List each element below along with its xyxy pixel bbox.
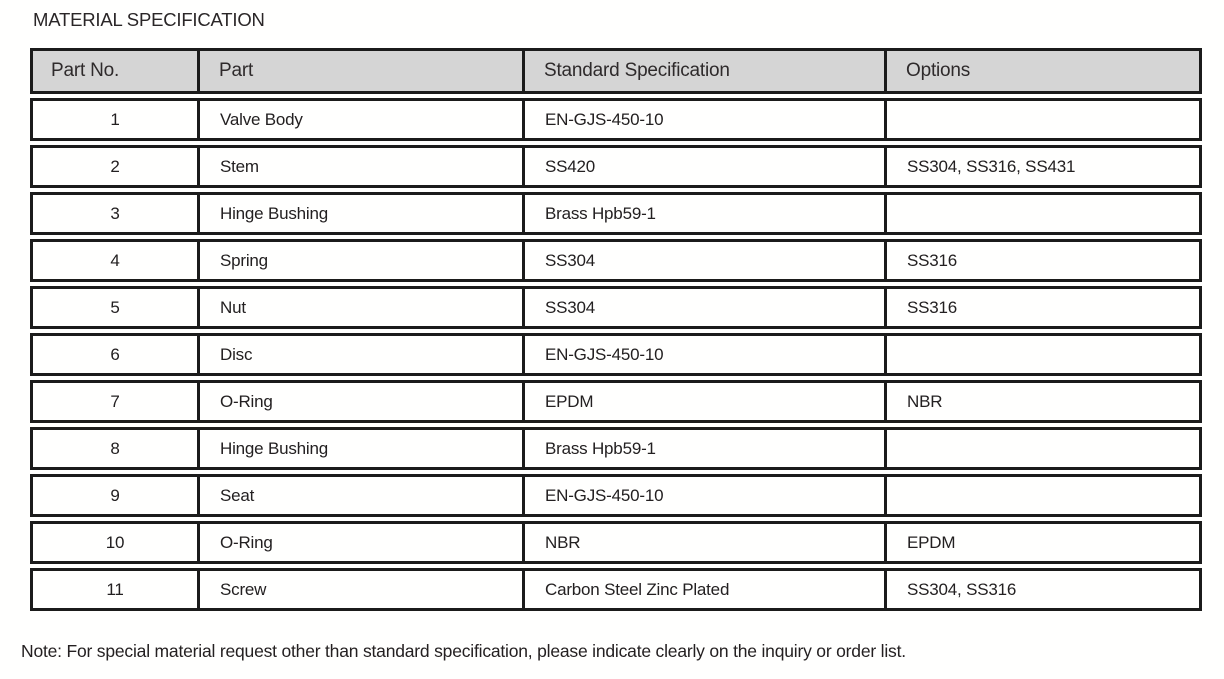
cell-standard-specification: NBR <box>525 521 887 564</box>
table-row <box>30 521 1202 564</box>
footnote: Note: For special material request other than standard specification, please indicate clearly on the inquiry or order list. <box>21 641 906 661</box>
cell-part: O-Ring <box>200 380 525 423</box>
cell-options: EPDM <box>887 521 1202 564</box>
table-row <box>30 333 1202 376</box>
cell-part: Nut <box>200 286 525 329</box>
cell-options: NBR <box>887 380 1202 423</box>
table-row <box>30 427 1202 470</box>
cell-options <box>887 192 1202 235</box>
cell-part: Disc <box>200 333 525 376</box>
cell-options <box>887 474 1202 517</box>
cell-part: O-Ring <box>200 521 525 564</box>
cell-part-no: 11 <box>30 568 200 611</box>
col-header-options: Options <box>887 48 1202 94</box>
cell-part-no: 9 <box>30 474 200 517</box>
cell-options <box>887 333 1202 376</box>
cell-standard-specification: SS304 <box>525 286 887 329</box>
col-header-standard-specification: Standard Specification <box>525 48 887 94</box>
material-specification-table <box>30 44 1202 615</box>
table-row <box>30 145 1202 188</box>
cell-part: Valve Body <box>200 98 525 141</box>
cell-part-no: 2 <box>30 145 200 188</box>
col-header-part-no: Part No. <box>30 48 200 94</box>
header-row <box>30 48 1202 94</box>
cell-part-no: 1 <box>30 98 200 141</box>
table-row <box>30 286 1202 329</box>
cell-part-no: 10 <box>30 521 200 564</box>
cell-options: SS304, SS316, SS431 <box>887 145 1202 188</box>
table-row <box>30 98 1202 141</box>
cell-part-no: 4 <box>30 239 200 282</box>
cell-part-no: 3 <box>30 192 200 235</box>
col-header-part: Part <box>200 48 525 94</box>
spec-table-body <box>30 98 1202 611</box>
cell-options: SS316 <box>887 286 1202 329</box>
table-row <box>30 239 1202 282</box>
cell-part: Screw <box>200 568 525 611</box>
cell-part: Seat <box>200 474 525 517</box>
cell-standard-specification: EN-GJS-450-10 <box>525 98 887 141</box>
table-row <box>30 568 1202 611</box>
cell-standard-specification: Carbon Steel Zinc Plated <box>525 568 887 611</box>
cell-part: Spring <box>200 239 525 282</box>
cell-part: Hinge Bushing <box>200 192 525 235</box>
cell-standard-specification: SS304 <box>525 239 887 282</box>
cell-standard-specification: Brass Hpb59-1 <box>525 192 887 235</box>
cell-options: SS304, SS316 <box>887 568 1202 611</box>
cell-options <box>887 98 1202 141</box>
table-row <box>30 474 1202 517</box>
cell-part-no: 6 <box>30 333 200 376</box>
table-row <box>30 380 1202 423</box>
cell-standard-specification: SS420 <box>525 145 887 188</box>
cell-options <box>887 427 1202 470</box>
page-title: MATERIAL SPECIFICATION <box>33 9 265 30</box>
cell-part: Stem <box>200 145 525 188</box>
cell-standard-specification: EPDM <box>525 380 887 423</box>
cell-standard-specification: EN-GJS-450-10 <box>525 333 887 376</box>
cell-options: SS316 <box>887 239 1202 282</box>
cell-part-no: 5 <box>30 286 200 329</box>
table-row <box>30 192 1202 235</box>
cell-standard-specification: EN-GJS-450-10 <box>525 474 887 517</box>
cell-part: Hinge Bushing <box>200 427 525 470</box>
cell-part-no: 8 <box>30 427 200 470</box>
spec-table-header <box>30 48 1202 94</box>
cell-part-no: 7 <box>30 380 200 423</box>
cell-standard-specification: Brass Hpb59-1 <box>525 427 887 470</box>
